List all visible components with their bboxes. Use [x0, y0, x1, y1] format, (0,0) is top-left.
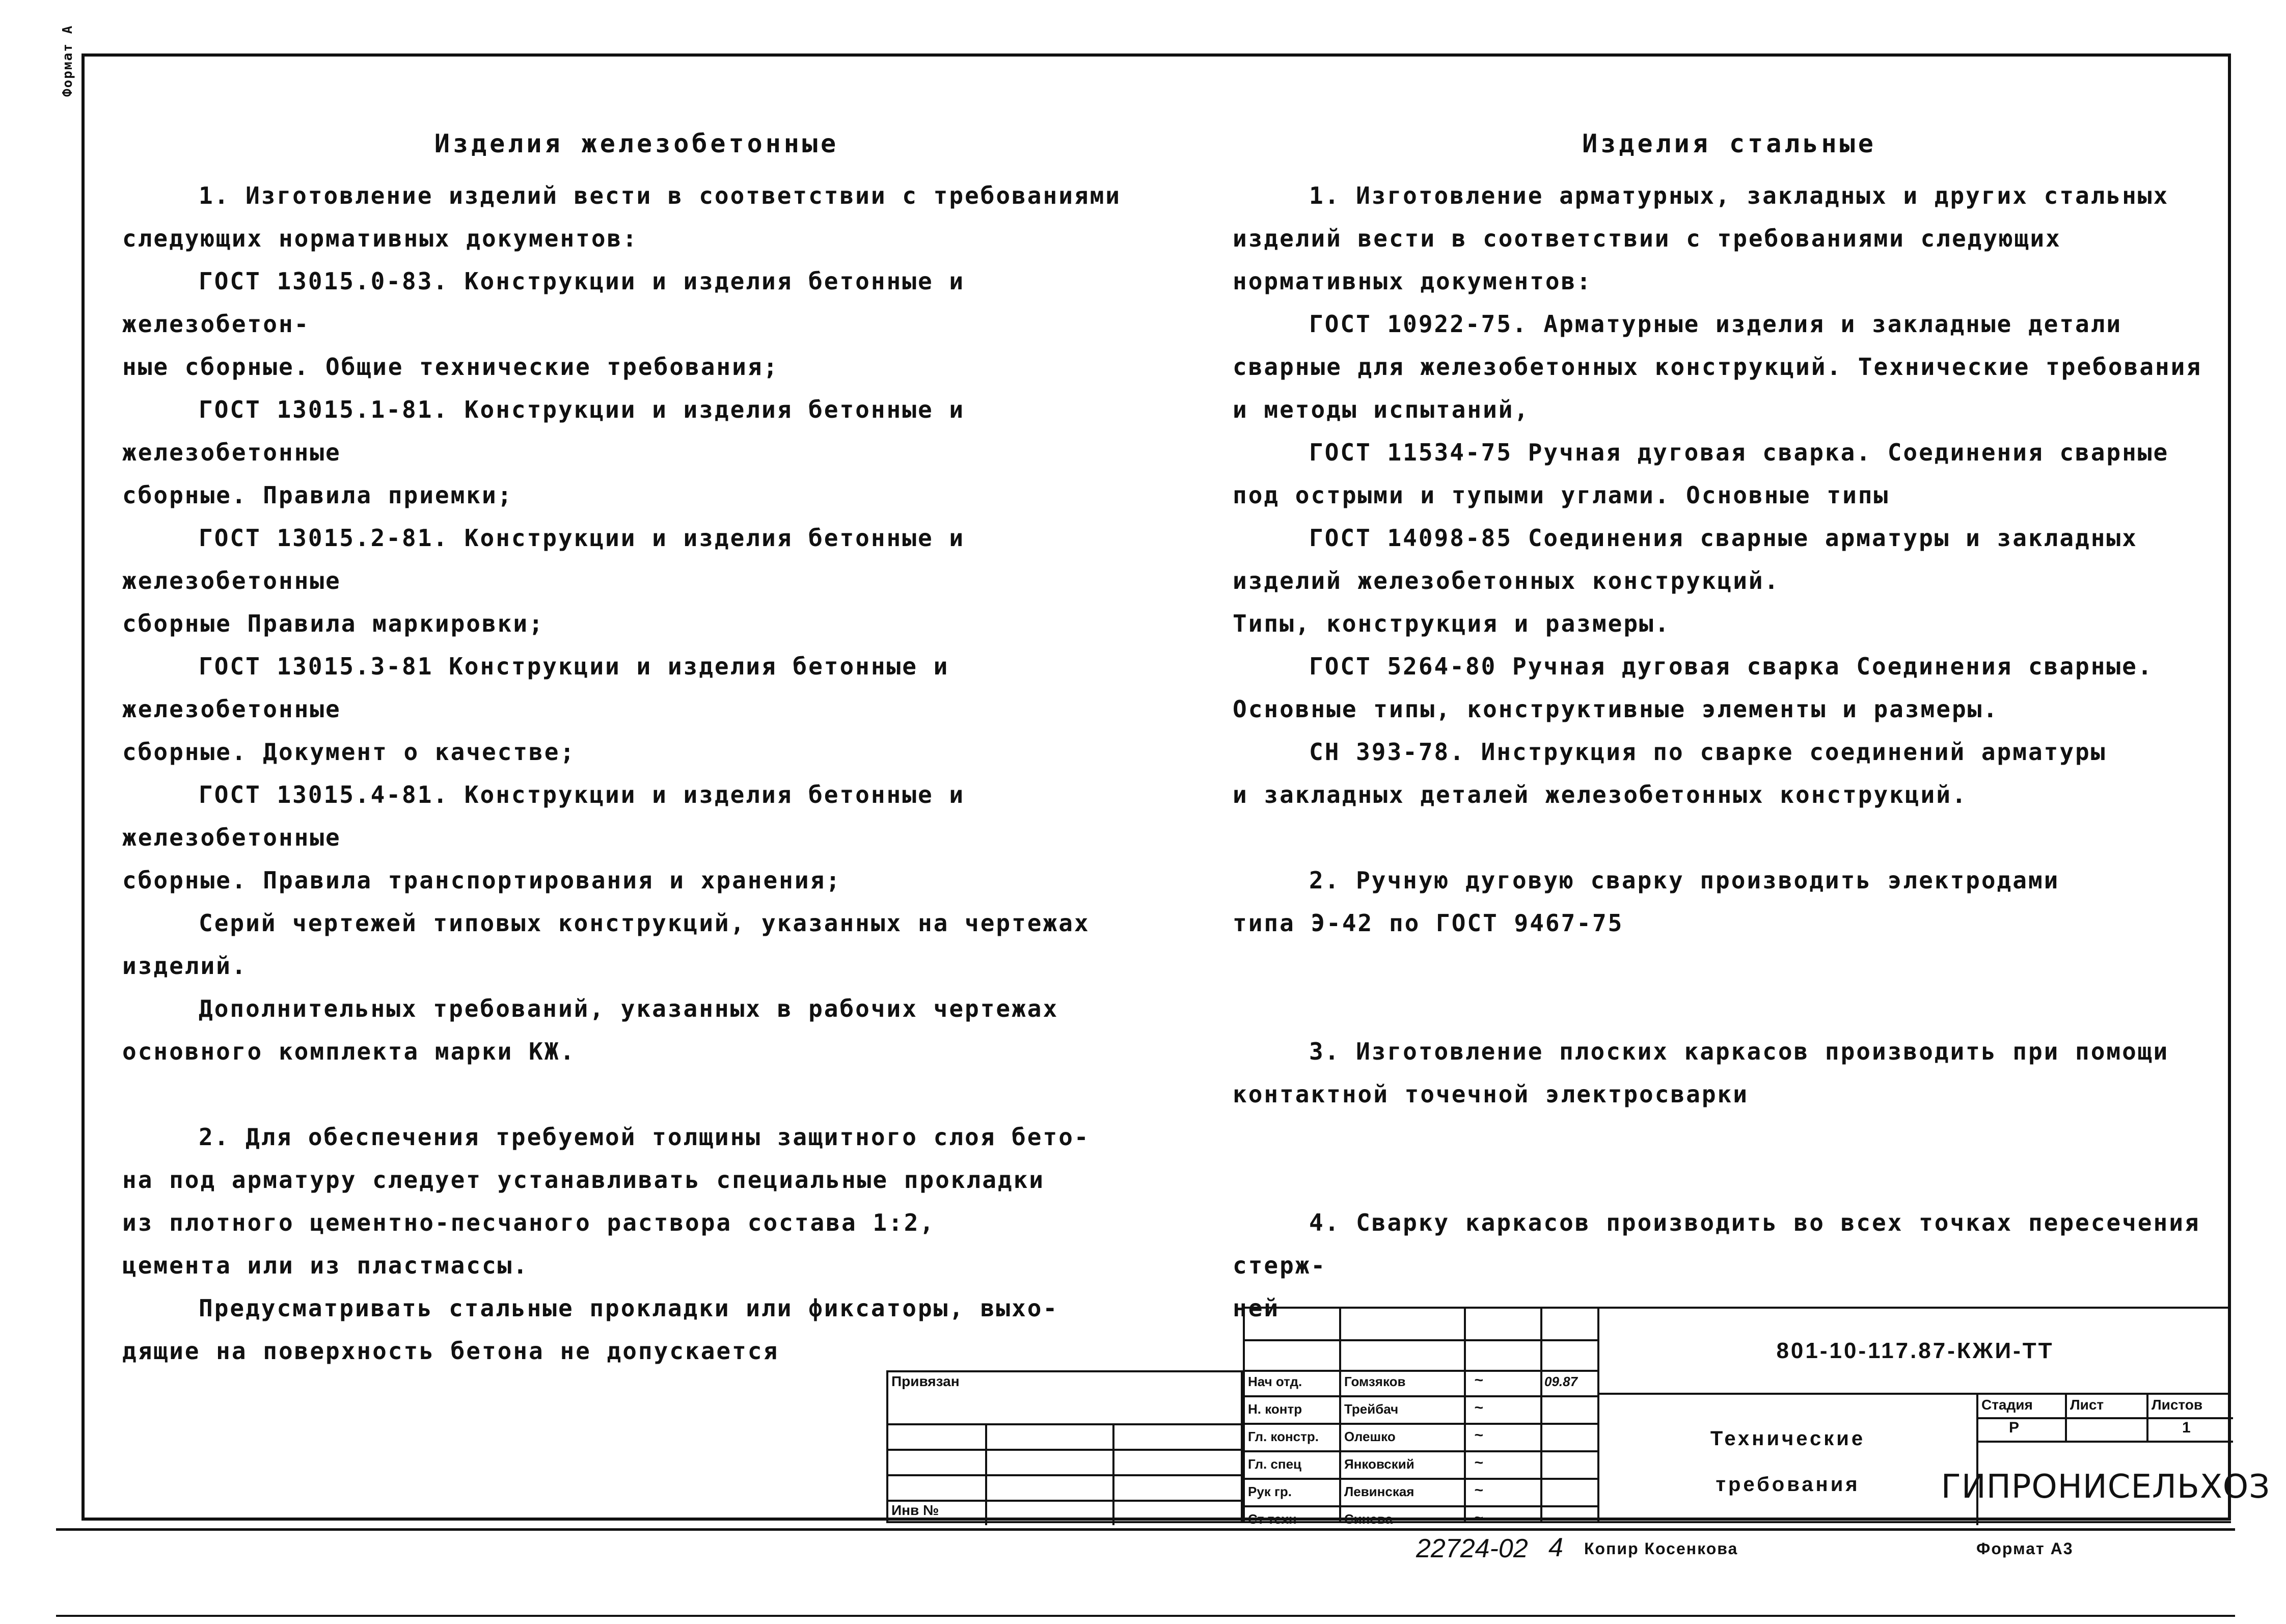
right-line: ГОСТ 10922-75. Арматурные изделия и закладные детали: [1309, 310, 2122, 338]
signature-mark: ~: [1474, 1454, 1483, 1471]
left-line: на под арматуру следует устанавливать специальные прокладки: [122, 1166, 1045, 1194]
left-line: Предусматривать стальные прокладки или фиксаторы, выхо-: [199, 1294, 1059, 1322]
right-line: 4. Сварку каркасов производить во всех точках пересечения стерж-: [1233, 1209, 2200, 1279]
page-edge-rule: [56, 1615, 2235, 1617]
right-column: [1233, 122, 2226, 1330]
role-label: Рук гр.: [1248, 1484, 1292, 1499]
role-label: Гл. констр.: [1248, 1429, 1319, 1444]
left-line: следующих нормативных документов:: [122, 225, 638, 252]
right-line: 1. Изготовление арматурных, закладных и других стальных: [1309, 182, 2169, 209]
signature-row: [1245, 1452, 1597, 1480]
left-heading: Изделия железобетонные: [434, 129, 839, 158]
right-line: [1233, 1158, 2226, 1201]
right-line: 3. Изготовление плоских каркасов производить при помощи: [1309, 1038, 2169, 1065]
right-line: СН 393-78. Инструкция по сварке соединений арматуры: [1309, 738, 2107, 766]
right-line: [1233, 987, 2226, 1030]
right-line: ней: [1233, 1294, 1280, 1322]
signature-mark: ~: [1474, 1399, 1483, 1416]
left-line: сборные. Правила транспортирования и хранения;: [122, 867, 841, 894]
right-line: изделий вести в соответствии с требованиями следующих: [1233, 225, 2061, 252]
document-code: 801-10-117.87-КЖИ-ТТ: [1776, 1338, 2054, 1363]
person-name: Синева: [1344, 1511, 1393, 1527]
signature-row: [1245, 1370, 1597, 1397]
left-line: цемента или из пластмассы.: [122, 1252, 529, 1279]
sheet-title-line1: Технические: [1710, 1427, 1866, 1450]
signature-row: [1245, 1480, 1597, 1507]
signature-row: [1245, 1397, 1597, 1425]
left-line: изделий.: [122, 952, 248, 980]
left-line: дящие на поверхность бетона не допускается: [122, 1337, 779, 1365]
left-line: 1. Изготовление изделий вести в соответствии с требованиями: [199, 182, 1121, 209]
left-line: из плотного цементно-песчаного раствора состава 1:2,: [122, 1209, 936, 1236]
right-line: [1233, 944, 2226, 987]
right-line: сварные для железобетонных конструкций. Технические требования: [1233, 353, 2202, 381]
left-line: ные сборные. Общие технические требования;: [122, 353, 779, 381]
left-line: Серий чертежей типовых конструкций, указанных на чертежах: [199, 909, 1090, 937]
sheets-label: Листов: [2152, 1397, 2203, 1413]
left-line: [122, 1073, 1151, 1116]
sign-date: 09.87: [1544, 1374, 1578, 1389]
role-label: Нач отд.: [1248, 1374, 1302, 1389]
binding-label: Привязан: [891, 1373, 960, 1389]
left-line: ГОСТ 13015.3-81 Конструкции и изделия бетонные и железобетонные: [122, 653, 949, 723]
left-line: 2. Для обеспечения требуемой толщины защитного слоя бето-: [199, 1123, 1090, 1151]
person-name: Левинская: [1344, 1484, 1414, 1499]
right-line: изделий железобетонных конструкций.: [1233, 567, 1780, 594]
signature-mark: ~: [1474, 1372, 1483, 1389]
stage-label: Стадия: [1981, 1397, 2033, 1413]
signature-row: [1245, 1425, 1597, 1452]
left-line: ГОСТ 13015.1-81. Конструкции и изделия бетонные и железобетонные: [122, 396, 965, 466]
archive-number: 22724-02: [1416, 1534, 1528, 1563]
sheets-value: 1: [2182, 1419, 2191, 1436]
left-line: ГОСТ 13015.4-81. Конструкции и изделия бетонные и железобетонные: [122, 781, 965, 851]
right-line: типа Э-42 по ГОСТ 9467-75: [1233, 909, 1624, 937]
role-label: Гл. спец: [1248, 1456, 1302, 1472]
right-line: Типы, конструкция и размеры.: [1233, 610, 1671, 637]
sheet-label: Лист: [2070, 1397, 2104, 1413]
left-line: сборные. Правила приемки;: [122, 481, 513, 509]
signatures-grid: [1243, 1307, 1599, 1527]
signature-mark: ~: [1474, 1509, 1483, 1526]
copy-by: Копир Косенкова: [1584, 1539, 1738, 1558]
paper-format: Формат А3: [1976, 1539, 2074, 1558]
right-line: нормативных документов:: [1233, 267, 1592, 295]
right-line: и закладных деталей железобетонных конструкций.: [1233, 781, 1968, 808]
person-name: Гомзяков: [1344, 1374, 1406, 1389]
role-label: Ст техн: [1248, 1511, 1297, 1527]
left-line: сборные. Документ о качестве;: [122, 738, 576, 766]
binding-box: [886, 1370, 1243, 1523]
page-number: 4: [1548, 1533, 1563, 1562]
right-heading: Изделия стальные: [1582, 129, 1876, 158]
right-body: [1233, 174, 2226, 1330]
stage-value: Р: [2009, 1419, 2020, 1436]
person-name: Янковский: [1344, 1456, 1414, 1472]
left-line: сборные Правила маркировки;: [122, 610, 545, 637]
format-side-label: Формат А: [60, 24, 75, 97]
bottom-rule: [56, 1528, 2235, 1531]
right-line: [1233, 1116, 2226, 1158]
left-line: Дополнительных требований, указанных в рабочих чертежах: [199, 995, 1059, 1022]
left-line: основного комплекта марки КЖ.: [122, 1038, 576, 1065]
left-column: [122, 122, 1151, 1372]
signature-mark: ~: [1474, 1427, 1483, 1444]
right-line: и методы испытаний,: [1233, 396, 1530, 423]
right-line: [1233, 816, 2226, 859]
right-line: Основные типы, конструктивные элементы и размеры.: [1233, 695, 1999, 723]
stamp-main: [1597, 1307, 2271, 1523]
right-line: под острыми и тупыми углами. Основные типы: [1233, 481, 1890, 509]
role-label: Н. контр: [1248, 1401, 1302, 1417]
organization-name: ГИПРОНИСЕЛЬХОЗ: [1941, 1468, 2271, 1506]
person-name: Трейбач: [1344, 1401, 1399, 1417]
sheet-title-line2: требования: [1716, 1473, 1860, 1496]
left-body: [122, 174, 1151, 1372]
inventory-label: Инв №: [891, 1502, 939, 1518]
left-line: ГОСТ 13015.0-83. Конструкции и изделия бетонные и железобетон-: [122, 267, 965, 338]
right-line: 2. Ручную дуговую сварку производить электродами: [1309, 867, 2060, 894]
signature-mark: ~: [1474, 1482, 1483, 1499]
person-name: Олешко: [1344, 1429, 1396, 1444]
right-line: контактной точечной электросварки: [1233, 1080, 1749, 1108]
right-line: ГОСТ 5264-80 Ручная дуговая сварка Соединения сварные.: [1309, 653, 2154, 680]
right-line: ГОСТ 14098-85 Соединения сварные арматуры и закладных: [1309, 524, 2138, 552]
left-line: ГОСТ 13015.2-81. Конструкции и изделия бетонные и железобетонные: [122, 524, 965, 594]
right-line: ГОСТ 11534-75 Ручная дуговая сварка. Соединения сварные: [1309, 439, 2169, 466]
